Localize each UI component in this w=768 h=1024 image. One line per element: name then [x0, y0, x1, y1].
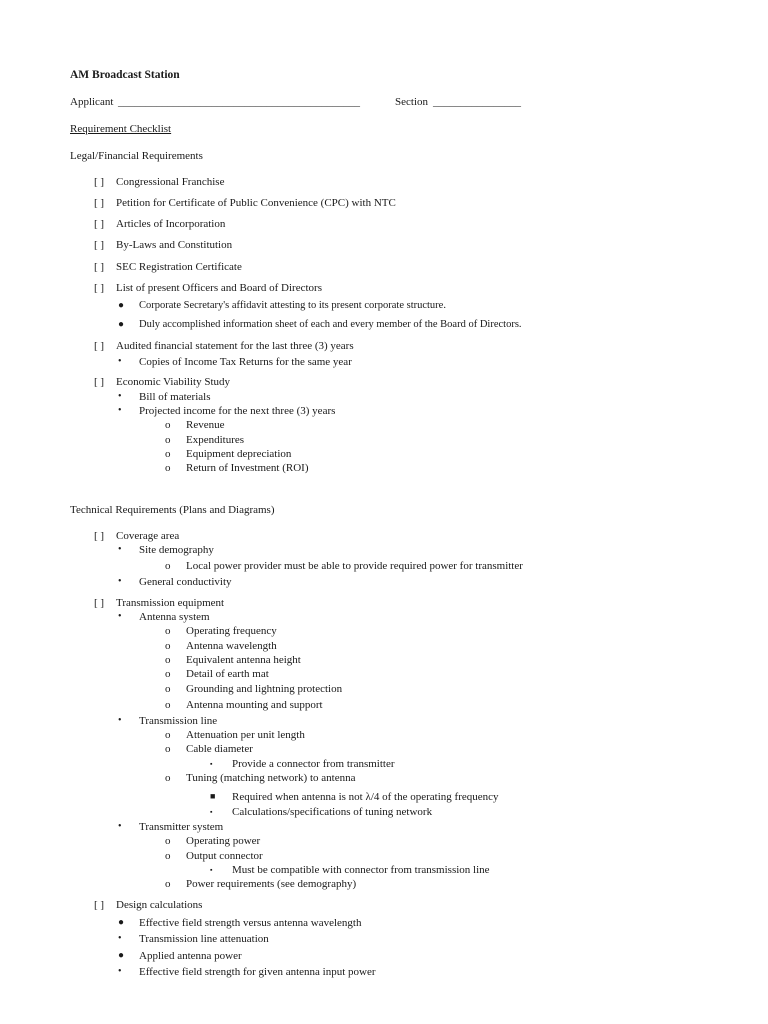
transmission-equipment: Transmission equipment [116, 597, 225, 609]
design-item: Effective field strength for given antenna input power [139, 966, 376, 978]
circle-bullet-icon: o [165, 668, 171, 680]
circle-bullet-icon: o [165, 640, 171, 652]
design-item: Effective field strength versus antenna wavelength [139, 917, 362, 929]
checkbox: [ ] [94, 197, 105, 209]
site-demography: Site demography [139, 544, 214, 556]
square-bullet-icon: ■ [210, 791, 216, 801]
checkbox: [ ] [94, 340, 105, 352]
legal-item-bylaws: By-Laws and Constitution [116, 239, 233, 251]
square-bullet-icon: ▪ [210, 866, 213, 874]
tuning: Tuning (matching network) to antenna [186, 772, 356, 784]
circle-bullet-icon: o [165, 878, 171, 890]
legal-item-articles: Articles of Incorporation [116, 218, 226, 230]
bullet-icon: ● [118, 917, 125, 928]
antenna-system: Antenna system [139, 611, 210, 623]
circle-bullet-icon: o [165, 448, 171, 460]
technical-heading: Technical Requirements (Plans and Diagrams) [70, 504, 275, 516]
bullet-icon: • [118, 576, 122, 587]
bullet-icon: ● [118, 950, 125, 961]
legal-item-viability: Economic Viability Study [116, 376, 231, 388]
power-requirements: Power requirements (see demography) [186, 878, 357, 890]
checkbox: [ ] [94, 282, 105, 294]
circle-bullet-icon: o [165, 683, 171, 695]
legal-item-audit: Audited financial statement for the last three (3) years [116, 340, 354, 352]
section-blank: ________________ [433, 96, 521, 108]
checklist-heading: Requirement Checklist [70, 123, 172, 135]
coverage-area: Coverage area [116, 530, 180, 542]
circle-bullet-icon: o [165, 654, 171, 666]
checkbox: [ ] [94, 218, 105, 230]
bullet-icon: • [118, 966, 122, 977]
bullet-icon: • [118, 933, 122, 944]
officers-subitem: Duly accomplished information sheet of each and every member of the Board of Directors. [139, 319, 522, 330]
bullet-icon: • [118, 611, 122, 622]
circle-bullet-icon: o [165, 419, 171, 431]
bullet-icon: ● [118, 300, 125, 311]
tuning-item: Calculations/specifications of tuning network [232, 806, 433, 818]
bullet-icon: • [118, 356, 122, 367]
projected-subitem: Equipment depreciation [186, 448, 292, 460]
checkbox: [ ] [94, 176, 105, 188]
transmission-line: Transmission line [139, 715, 218, 727]
antenna-item: Antenna wavelength [186, 640, 277, 652]
bullet-icon: • [118, 821, 122, 832]
legal-item-franchise: Congressional Franchise [116, 176, 225, 188]
audit-subitem: Copies of Income Tax Returns for the same year [139, 356, 352, 368]
square-bullet-icon: ▪ [210, 808, 213, 816]
compatible-connector: Must be compatible with connector from transmission line [232, 864, 490, 876]
output-connector: Output connector [186, 850, 263, 862]
antenna-item: Detail of earth mat [186, 668, 269, 680]
antenna-item: Operating frequency [186, 625, 277, 637]
antenna-item: Grounding and lightning protection [186, 683, 343, 695]
document-title: AM Broadcast Station [70, 69, 180, 81]
applicant-blank: ____________________________________________ [118, 96, 360, 108]
design-item: Transmission line attenuation [139, 933, 269, 945]
checkbox: [ ] [94, 899, 105, 911]
power-provider: Local power provider must be able to provide required power for transmitter [186, 560, 523, 572]
bullet-icon: • [118, 715, 122, 726]
legal-item-officers: List of present Officers and Board of Directors [116, 282, 322, 294]
circle-bullet-icon: o [165, 729, 171, 741]
antenna-item: Antenna mounting and support [186, 699, 323, 711]
circle-bullet-icon: o [165, 625, 171, 637]
bullet-icon: ● [118, 319, 125, 330]
design-calculations: Design calculations [116, 899, 203, 911]
square-bullet-icon: ▪ [210, 760, 213, 768]
bullet-icon: • [118, 391, 122, 402]
circle-bullet-icon: o [165, 850, 171, 862]
tuning-item: Required when antenna is not λ/4 of the operating frequency [232, 791, 499, 803]
circle-bullet-icon: o [165, 835, 171, 847]
circle-bullet-icon: o [165, 743, 171, 755]
attenuation: Attenuation per unit length [186, 729, 305, 741]
circle-bullet-icon: o [165, 560, 171, 572]
viability-subitem: Bill of materials [139, 391, 211, 403]
projected-subitem: Expenditures [186, 434, 245, 446]
design-item: Applied antenna power [139, 950, 242, 962]
bullet-icon: • [118, 405, 122, 416]
checkbox: [ ] [94, 530, 105, 542]
cable-diameter: Cable diameter [186, 743, 253, 755]
checkbox: [ ] [94, 597, 105, 609]
bullet-icon: • [118, 544, 122, 555]
legal-item-cpc: Petition for Certificate of Public Convenience (CPC) with NTC [116, 197, 396, 209]
officers-subitem: Corporate Secretary's affidavit attesting to its present corporate structure. [139, 300, 446, 311]
circle-bullet-icon: o [165, 462, 171, 474]
connector: Provide a connector from transmitter [232, 758, 395, 770]
projected-subitem: Revenue [186, 419, 225, 431]
circle-bullet-icon: o [165, 699, 171, 711]
checkbox: [ ] [94, 376, 105, 388]
checkbox: [ ] [94, 239, 105, 251]
transmitter-system: Transmitter system [139, 821, 224, 833]
applicant-label: Applicant [70, 96, 114, 108]
checkbox: [ ] [94, 261, 105, 273]
circle-bullet-icon: o [165, 772, 171, 784]
legal-heading: Legal/Financial Requirements [70, 150, 203, 162]
viability-subitem: Projected income for the next three (3) years [139, 405, 336, 417]
general-conductivity: General conductivity [139, 576, 232, 588]
legal-item-sec: SEC Registration Certificate [116, 261, 242, 273]
operating-power: Operating power [186, 835, 261, 847]
section-label: Section [395, 96, 428, 108]
projected-subitem: Return of Investment (ROI) [186, 462, 309, 474]
antenna-item: Equivalent antenna height [186, 654, 301, 666]
circle-bullet-icon: o [165, 434, 171, 446]
